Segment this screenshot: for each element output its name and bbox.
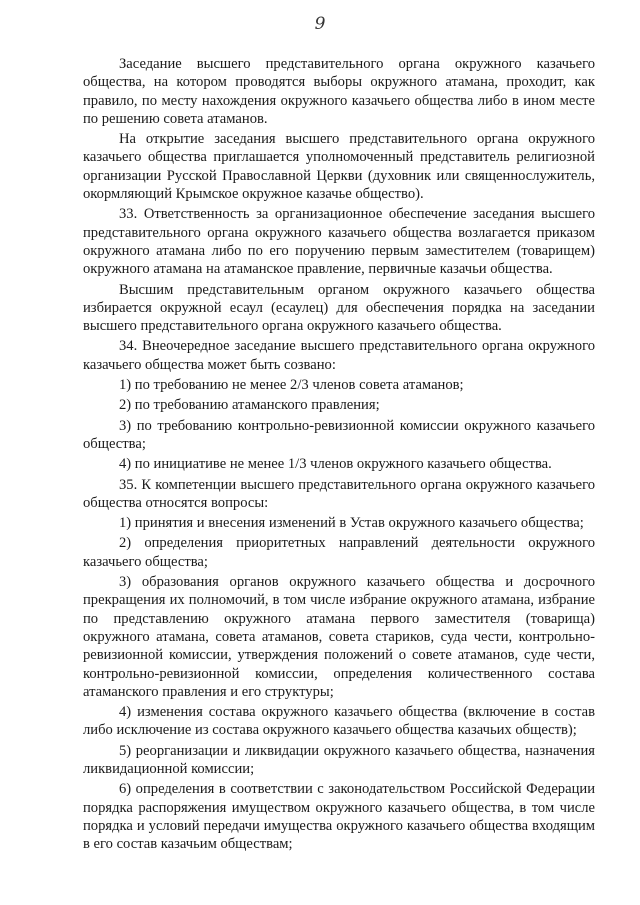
list-item-34-4: 4) по инициативе не менее 1/3 членов окружного казачьего общества. xyxy=(119,456,552,473)
paragraph-esaul: Высшим представительным органом окружного казачьего общества избирается окружной есаул (есаулец) для обеспечения порядка на заседании высшего представительного органа окружного казачьего общества. xyxy=(83,281,595,335)
paragraph-item-33: 33. Ответственность за организационное обеспечение заседания высшего представительного органа окружного казачьего общества возлагается приказом окружного атамана либо по его поручению первым заместителем (товарищем) окружного атамана на атаманское правление, первичные казачьи общества. xyxy=(83,206,595,278)
list-item-34-1: 1) по требованию не менее 2/3 членов совета атаманов; xyxy=(119,377,464,394)
list-item-35-1: 1) принятия и внесения изменений в Устав окружного казачьего общества; xyxy=(119,515,584,532)
page-number: 9 xyxy=(314,14,326,34)
list-item-35-3: 3) образования органов окружного казачьего общества и досрочного прекращения их полномочий, в том числе избрание окружного атамана, избрание по представлению окружного атамана первого заместителя (товарища) окружного атамана, совета атаманов, совета стариков, суда чести, контрольно-ревизионной комиссии, утверждения положений о совете атаманов, суде чести, контрольно-ревизионной комиссии, определения количественного состава атаманского правления и его структуры; xyxy=(83,574,595,700)
list-item-35-2: 2) определения приоритетных направлений деятельности окружного казачьего общества; xyxy=(83,535,595,570)
paragraph-church-representative: На открытие заседания высшего представительного органа окружного казачьего общества приглашается уполномоченный представитель религиозной организации Русской Православной Церкви (духовник или священнослужитель, окормляющий Крымское окружное казачье общество). xyxy=(83,131,595,203)
document-body xyxy=(83,55,595,855)
list-item-35-5: 5) реорганизации и ликвидации окружного казачьего общества, назначения ликвидационной комиссии; xyxy=(83,742,595,777)
list-item-34-3: 3) по требованию контрольно-ревизионной комиссии окружного казачьего общества; xyxy=(83,417,595,452)
list-item-35-4: 4) изменения состава окружного казачьего общества (включение в состав либо исключение из состава окружного казачьего общества казачьих обществ); xyxy=(83,704,595,739)
list-item-34-2: 2) по требованию атаманского правления; xyxy=(119,397,380,414)
paragraph-item-34: 34. Внеочередное заседание высшего представительного органа окружного казачьего общества может быть созвано: xyxy=(83,338,595,373)
paragraph-item-35: 35. К компетенции высшего представительного органа окружного казачьего общества относятся вопросы: xyxy=(83,476,595,511)
paragraph-venue: Заседание высшего представительного органа окружного казачьего общества, на котором проводятся выборы окружного атамана, проходит, как правило, по месту нахождения окружного казачьего общества либо в ином месте по решению совета атаманов. xyxy=(83,56,595,127)
list-item-35-6: 6) определения в соответствии с законодательством Российской Федерации порядка распоряжения имуществом окружного казачьего общества, в том числе порядка и условий передачи имущества окружного казачьего общества входящим в его состав казачьим обществам; xyxy=(83,781,595,853)
